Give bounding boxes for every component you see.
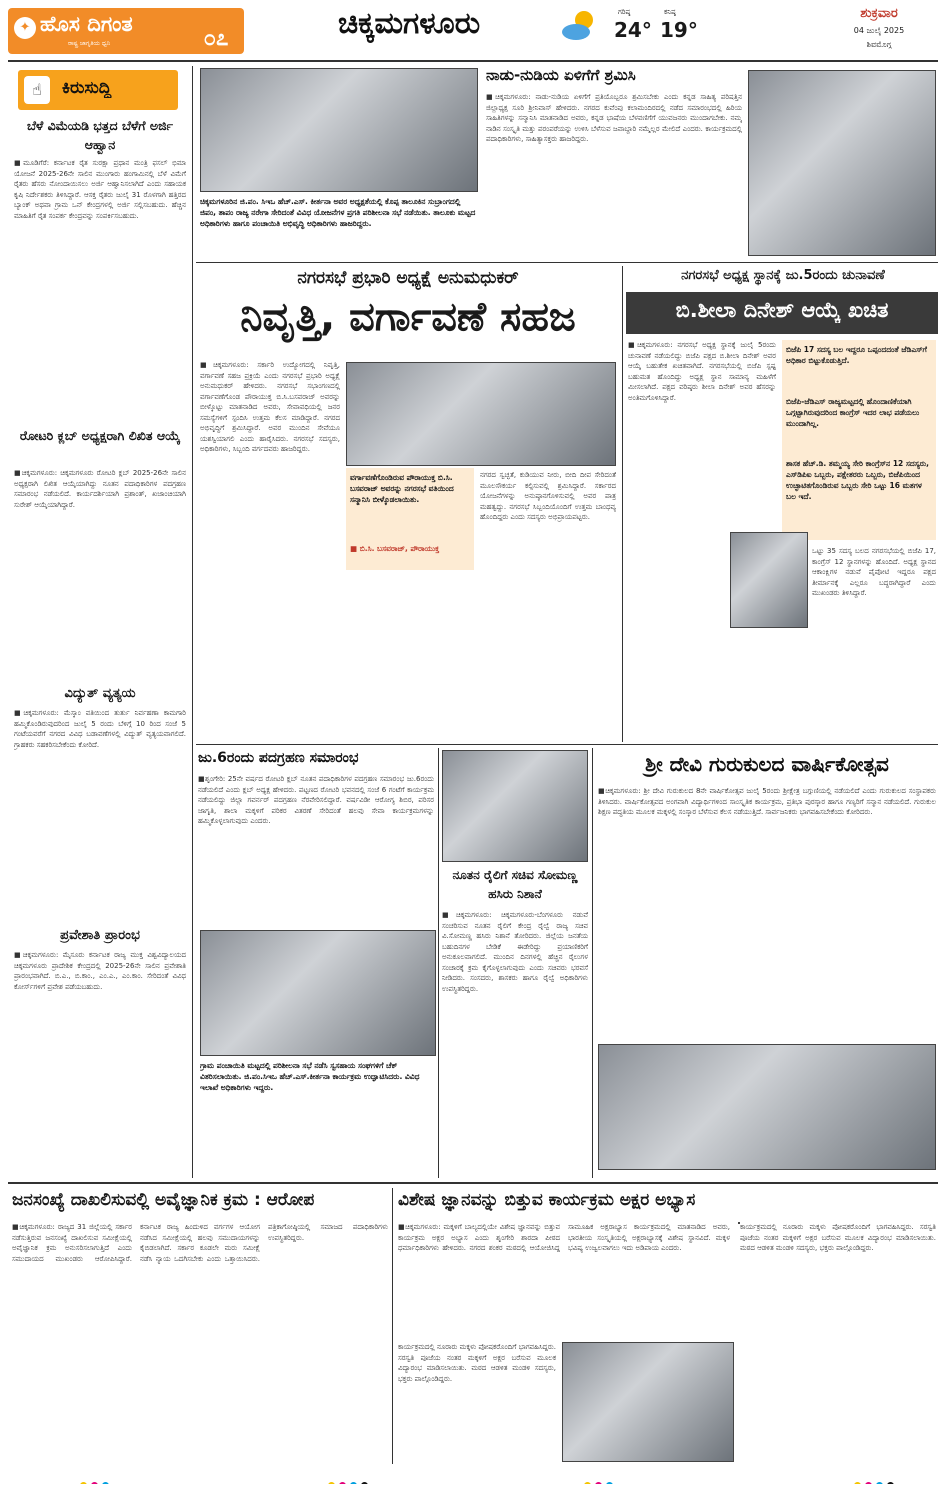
- install-photo-caption: ಗ್ರಾಮ ಪಂಚಾಯಿತಿ ಮಟ್ಟದಲ್ಲಿ ಪರಿಶೀಲನಾ ಸಭೆ ನಡೆಸಿ ಸ್ವಸಹಾಯ ಸಂಘಗಳಿಗೆ ಚೆಕ್ ವಿತರಿಸಲಾಯಿತು. ಜಿ.ಪಂ.ಸಿಇಒ ಹೆಚ್.ಎಸ್.ಕೀರ್ತನಾ ಕಾರ್ಯಕ್ರಮ ಉದ್ಘಾಟಿಸಿದರು. ವಿವಿಧ ಇಲಾಖೆ ಅಧಿಕಾರಿಗಳು ಇದ್ದರು.: [200, 1061, 420, 1092]
- election-bullet-3: ಶಾಸಕ ಹೆಚ್.ಡಿ. ತಮ್ಮಯ್ಯ ಸೇರಿ ಕಾಂಗ್ರೆಸ್‌ನ 12 ಸದಸ್ಯರು, ಎಸ್‌ಡಿಪಿಐ ಒಬ್ಬರು, ಪಕ್ಷೇತರರು ಒಬ್ಬರು, ಬಿಜೆಪಿಯಿಂದ ಉಚ್ಛಾಟಿತಗೊಂಡಿರುವ ಒಬ್ಬರು ಸೇರಿ ಒಟ್ಟು 16 ಮತಗಳ ಬಲ ಇದೆ.: [786, 459, 929, 501]
- masthead-rule: [8, 60, 938, 62]
- brand-block: [8, 8, 244, 54]
- election-body-1: ■ಚಿಕ್ಕಮಗಳೂರು: ನಗರಸಭೆ ಅಧ್ಯಕ್ಷ ಸ್ಥಾನಕ್ಕೆ ಜುಲೈ 5ರಂದು ಚುನಾವಣೆ ನಡೆಯಲಿದ್ದು ಬಿಜೆಪಿ ಪಕ್ಷದ ಬಿ.ಶೀಲಾ ದಿನೇಶ್ ಅವರ ಆಯ್ಕೆ ಬಹುತೇಕ ಖಚಿತವಾಗಿದೆ. ನಗರಸಭೆಯಲ್ಲಿ ಬಿಜೆಪಿ ಸ್ಪಷ್ಟ ಬಹುಮತ ಹೊಂದಿದ್ದು ಅಧ್ಯಕ್ಷ ಸ್ಥಾನ ಸಾಮಾನ್ಯ ಮಹಿಳೆಗೆ ಮೀಸಲಾಗಿದೆ. ಪಕ್ಷದ ವರಿಷ್ಠರು ಶೀಲಾ ದಿನೇಶ್ ಅವರ ಹೆಸರನ್ನು ಅಂತಿಮಗೊಳಿಸಿದ್ದಾರೆ.: [628, 341, 776, 402]
- dot-magenta: [865, 1482, 872, 1484]
- nadu-body: ■ಚಿಕ್ಕಮಗಳೂರು: ನಾಡು-ನುಡಿಯ ಏಳಿಗೆಗೆ ಪ್ರತಿಯೊಬ್ಬರೂ ಶ್ರಮಿಸಬೇಕು ಎಂದು ಕನ್ನಡ ಸಾಹಿತ್ಯ ಪರಿಷತ್ತಿನ ಜಿಲ್ಲಾಧ್ಯಕ್ಷ ಸೂರಿ ಶ್ರೀನಿವಾಸ್ ಹೇಳಿದರು. ನಗರದ ಕುವೆಂಪು ಕಲಾಮಂದಿರದಲ್ಲಿ ನಡೆದ ಸಮಾರಂಭದಲ್ಲಿ ಹಿರಿಯ ಸಾಹಿತಿಗಳನ್ನು ಸನ್ಮಾನಿಸಿ ಮಾತನಾಡಿದ ಅವರು, ಕನ್ನಡ ಭಾಷೆಯ ಬೆಳವಣಿಗೆಗೆ ಯುವಜನರು ಮುಂದಾಗಬೇಕು. ನಮ್ಮ ನಾಡಿನ ಸಂಸ್ಕೃತಿ ಮತ್ತು ಪರಂಪರೆಯನ್ನು ಉಳಿಸಿ ಬೆಳೆಸುವ ಜವಾಬ್ದಾರಿ ನಮ್ಮೆಲ್ಲರ ಮೇಲಿದೆ ಎಂದರು. ಕಾರ್ಯಕ್ರಮದಲ್ಲಿ ಪದಾಧಿಕಾರಿಗಳು, ಸಾಹಿತ್ಯಾಸಕ್ತರು ಹಾಜರಿದ್ದರು.: [486, 93, 742, 143]
- election-bullet-1: ಬಿಜೆಪಿ 17 ಸದಸ್ಯ ಬಲ ಇದ್ದರೂ ಒಪ್ಪಂದದಂತೆ ಜೆಡಿಎಸ್‌ಗೆ ಅಧಿಕಾರ ಬಿಟ್ಟುಕೊಡುತ್ತಿದೆ.: [786, 345, 927, 365]
- row3-rule: [8, 1182, 938, 1184]
- election-headline: ಬಿ.ಶೀಲಾ ದಿನೇಶ್ ಆಯ್ಕೆ ಖಚಿತ: [675, 298, 889, 322]
- gurukula-headline: ಶ್ರೀ ದೇವಿ ಗುರುಕುಲದ ವಾರ್ಷಿಕೋತ್ಸವ: [645, 752, 889, 776]
- census-divider: [392, 1188, 393, 1464]
- dot-magenta: [595, 1482, 602, 1484]
- dot-magenta: [91, 1482, 98, 1484]
- dot-yellow: [854, 1482, 861, 1484]
- rail-headline: ನೂತನ ರೈಲಿಗೆ ಸಚಿವ ಸೋಮಣ್ಣ ಹಸಿರು ನಿಶಾನೆ: [452, 868, 578, 901]
- col1-divider: [192, 66, 193, 1178]
- dot-cyan: [102, 1482, 109, 1484]
- kiru-suddi-label: ಕಿರುಸುದ್ದಿ: [62, 78, 112, 98]
- row1-rule: [196, 262, 938, 263]
- nadu-photo: [748, 70, 936, 256]
- masthead: [0, 0, 945, 60]
- election-bullet-2: ಬಿಜೆಪಿ-ಜೆಡಿಎಸ್ ರಾಜ್ಯಮಟ್ಟದಲ್ಲಿ ಹೊಂದಾಣಿಕೆಯಾಗಿ ಒಗ್ಗಟ್ಟಾಗಿರುವುದರಿಂದ ಕಾಂಗ್ರೆಸ್ ಇದರ ಲಾಭ ಪಡೆಯಲು ಮುಂದಾಗಿಲ್ಲ.: [786, 397, 920, 428]
- install-photo: [200, 930, 436, 1056]
- rail-photo: [442, 750, 588, 862]
- akshara-body-3: ಕಾರ್ಯಕ್ರಮದಲ್ಲಿ ನೂರಾರು ಮಕ್ಕಳು ಪೋಷಕರೊಂದಿಗೆ ಭಾಗವಹಿಸಿದ್ದರು. ಸರಸ್ವತಿ ಪೂಜೆಯ ನಂತರ ಮಕ್ಕಳಿಗೆ ಅಕ್ಷರ ಬರೆಸುವ ಮೂಲಕ ವಿದ್ಯಾರಂಭ ಮಾಡಿಸಲಾಯಿತು. ಮಠದ ಆಡಳಿತ ಮಂಡಳಿ ಸದಸ್ಯರು, ಭಕ್ತರು ಪಾಲ್ಗೊಂಡಿದ್ದರು.: [740, 1223, 936, 1252]
- election-body-2: ಒಟ್ಟು 35 ಸದಸ್ಯ ಬಲದ ನಗರಸಭೆಯಲ್ಲಿ ಬಿಜೆಪಿ 17, ಕಾಂಗ್ರೆಸ್ 12 ಸ್ಥಾನಗಳನ್ನು ಹೊಂದಿದೆ. ಅಧ್ಯಕ್ಷ ಸ್ಥಾನದ ಆಕಾಂಕ್ಷಿಗಳ ನಡುವೆ ಪೈಪೋಟಿ ಇದ್ದರೂ ಪಕ್ಷದ ತೀರ್ಮಾನಕ್ಕೆ ಎಲ್ಲರೂ ಬದ್ಧರಾಗಿದ್ದಾರೆ ಎಂದು ಮುಖಂಡರು ತಿಳಿಸಿದ್ದಾರೆ.: [812, 547, 936, 597]
- weather-icon: [560, 8, 600, 42]
- akshara-body-1: ■ಚಿಕ್ಕಮಗಳೂರು: ಮಕ್ಕಳಿಗೆ ಬಾಲ್ಯದಲ್ಲಿಯೇ ವಿಶೇಷ ಜ್ಞಾನವನ್ನು ಬಿತ್ತುವ ಕಾರ್ಯಕ್ರಮ ಅಕ್ಷರ ಅಭ್ಯಾಸ ಎಂದು ಶೃಂಗೇರಿ ಶಾರದಾ ಪೀಠದ ಧರ್ಮಾಧಿಕಾರಿಗಳು ಹೇಳಿದರು. ನಗರದ ಶಂಕರ ಮಠದಲ್ಲಿ ಆಯೋಜಿಸಿದ್ದ ಸಾಮೂಹಿಕ ಅಕ್ಷರಾಭ್ಯಾಸ ಕಾರ್ಯಕ್ರಮದಲ್ಲಿ ಮಾತನಾಡಿದ ಅವರು, ಭಾರತೀಯ ಸಂಸ್ಕೃತಿಯಲ್ಲಿ ಅಕ್ಷರಾಭ್ಯಾಸಕ್ಕೆ ವಿಶೇಷ ಸ್ಥಾನವಿದೆ. ಮಕ್ಕಳ ಭವಿಷ್ಯ ಉಜ್ವಲವಾಗಲು ಇದು ಅಡಿಪಾಯ ಎಂದರು.: [398, 1223, 730, 1252]
- rail-divider: [592, 748, 593, 1178]
- max-temp: 24°: [614, 18, 652, 42]
- review-meeting-photo: [200, 68, 478, 192]
- main-body-2: ನಗರದ ಸ್ವಚ್ಛತೆ, ಕುಡಿಯುವ ನೀರು, ಬೀದಿ ದೀಪ ಸೇರಿದಂತೆ ಮೂಲಸೌಕರ್ಯ ಕಲ್ಪಿಸುವಲ್ಲಿ ಶ್ರಮಿಸಿದ್ದಾರೆ. ಸರ್ಕಾರದ ಯೋಜನೆಗಳನ್ನು ಅನುಷ್ಠಾನಗೊಳಿಸುವಲ್ಲಿ ಅವರ ಪಾತ್ರ ಮಹತ್ವದ್ದು. ನಗರಸಭೆ ಸಿಬ್ಬಂದಿಯೊಂದಿಗೆ ಉತ್ತಮ ಬಾಂಧವ್ಯ ಹೊಂದಿದ್ದರು ಎಂದು ಸದಸ್ಯರು ಅಭಿಪ್ರಾಯಪಟ್ಟರು.: [480, 471, 616, 521]
- col1-body-2: ■ಚಿಕ್ಕಮಗಳೂರು: ಚಿಕ್ಕಮಗಳೂರು ರೋಟರಿ ಕ್ಲಬ್ 2025-26ನೇ ಸಾಲಿನ ಅಧ್ಯಕ್ಷರಾಗಿ ಲಿಖಿತ ಆಯ್ಕೆಯಾಗಿದ್ದು ನೂತನ ಪದಾಧಿಕಾರಿಗಳ ಪದಗ್ರಹಣ ಸಮಾರಂಭ ನಡೆಯಲಿದೆ. ಕಾರ್ಯದರ್ಶಿಯಾಗಿ ಪ್ರಶಾಂತ್, ಖಜಾಂಚಿಯಾಗಿ ಸುರೇಶ್ ಆಯ್ಕೆಯಾಗಿದ್ದಾರೆ.: [14, 469, 186, 509]
- census-body: ■ಚಿಕ್ಕಮಗಳೂರು: ರಾಜ್ಯದ 31 ಜಿಲ್ಲೆಯಲ್ಲಿ ಸರ್ಕಾರ ನಡೆಸುತ್ತಿರುವ ಜನಸಂಖ್ಯೆ ದಾಖಲಿಸುವ ಸಮೀಕ್ಷೆಯಲ್ಲಿ ಅವೈಜ್ಞಾನಿಕ ಕ್ರಮ ಅನುಸರಿಸಲಾಗುತ್ತಿದೆ ಎಂದು ಸಮುದಾಯದ ಮುಖಂಡರು ಆರೋಪಿಸಿದ್ದಾರೆ. ಕರ್ನಾಟಕ ರಾಜ್ಯ ಹಿಂದುಳಿದ ವರ್ಗಗಳ ಆಯೋಗ ನಡೆಸಿದ ಸಮೀಕ್ಷೆಯಲ್ಲಿ ಹಲವು ಸಮುದಾಯಗಳನ್ನು ಕೈಬಿಡಲಾಗಿದೆ. ಸರ್ಕಾರ ಕೂಡಲೇ ಮರು ಸಮೀಕ್ಷೆ ನಡೆಸಿ ನ್ಯಾಯ ಒದಗಿಸಬೇಕು ಎಂದು ಒತ್ತಾಯಿಸಿದರು. ಪತ್ರಿಕಾಗೋಷ್ಠಿಯಲ್ಲಿ ಸಮಾಜದ ಪದಾಧಿಕಾರಿಗಳು ಉಪಸ್ಥಿತರಿದ್ದರು.: [12, 1223, 388, 1263]
- dot-cyan: [350, 1482, 357, 1484]
- brand-tagline: ರಾಷ್ಟ್ರ ಜಾಗೃತಿಯ ಧ್ವನಿ: [68, 40, 111, 47]
- gurukula-photo: [598, 1044, 936, 1170]
- footer-color-dots-left: [78, 1474, 128, 1484]
- akshara-body-2: ಕಾರ್ಯಕ್ರಮದಲ್ಲಿ ನೂರಾರು ಮಕ್ಕಳು ಪೋಷಕರೊಂದಿಗೆ ಭಾಗವಹಿಸಿದ್ದರು. ಸರಸ್ವತಿ ಪೂಜೆಯ ನಂತರ ಮಕ್ಕಳಿಗೆ ಅಕ್ಷರ ಬರೆಸುವ ಮೂಲಕ ವಿದ್ಯಾರಂಭ ಮಾಡಿಸಲಾಯಿತು. ಮಠದ ಆಡಳಿತ ಮಂಡಳಿ ಸದಸ್ಯರು, ಭಕ್ತರು ಪಾಲ್ಗೊಂಡಿದ್ದರು.: [398, 1343, 556, 1383]
- akshara-photo: [562, 1342, 734, 1462]
- col1-headline-4: ಪ್ರವೇಶಾತಿ ಪ್ರಾರಂಭ: [60, 928, 140, 943]
- issue-date: 04 ಜುಲೈ 2025: [853, 26, 905, 35]
- gurukula-body: ■ಚಿಕ್ಕಮಗಳೂರು: ಶ್ರೀ ದೇವಿ ಗುರುಕುಲದ 8ನೇ ವಾರ್ಷಿಕೋತ್ಸವ ಜುಲೈ 5ರಂದು ಶ್ರೀಕ್ಷೇತ್ರ ಬಗ್ಗುಣಿಯಲ್ಲಿ ನಡೆಯಲಿದೆ ಎಂದು ಗುರುಕುಲದ ಸಂಸ್ಥಾಪಕರು ತಿಳಿಸಿದರು. ವಾರ್ಷಿಕೋತ್ಸವದ ಅಂಗವಾಗಿ ವಿದ್ಯಾರ್ಥಿಗಳಿಂದ ಸಾಂಸ್ಕೃತಿಕ ಕಾರ್ಯಕ್ರಮ, ಪ್ರತಿಭಾ ಪುರಸ್ಕಾರ ಹಾಗೂ ಗಣ್ಯರಿಗೆ ಸನ್ಮಾನ ನಡೆಯಲಿದೆ. ಗುರುಕುಲ ಶಿಕ್ಷಣ ಪದ್ಧತಿಯ ಮೂಲಕ ಮಕ್ಕಳಲ್ಲಿ ಸಂಸ್ಕಾರ ಬೆಳೆಸುವ ಕೆಲಸ ನಡೆಯುತ್ತಿದೆ. ಸಾರ್ವಜನಿಕರು ಭಾಗವಹಿಸಬೇಕೆಂದು ಕೋರಿದರು.: [598, 787, 936, 816]
- city-name: ಚಿಕ್ಕಮಗಳೂರು: [338, 6, 481, 41]
- col1-headline-1: ಬೆಳೆ ವಿಮೆಯಡಿ ಭತ್ತದ ಬೆಳೆಗೆ ಅರ್ಜಿ ಆಹ್ವಾನ: [26, 118, 174, 152]
- rail-body: ■ಚಿಕ್ಕಮಗಳೂರು: ಚಿಕ್ಕಮಗಳೂರು-ಬೆಂಗಳೂರು ನಡುವೆ ಸಂಚರಿಸುವ ನೂತನ ರೈಲಿಗೆ ಕೇಂದ್ರ ರೈಲ್ವೆ ರಾಜ್ಯ ಸಚಿವ ವಿ.ಸೋಮಣ್ಣ ಹಸಿರು ನಿಶಾನೆ ತೋರಿದರು. ಜಿಲ್ಲೆಯ ಜನತೆಯ ಬಹುದಿನಗಳ ಬೇಡಿಕೆ ಈಡೇರಿದ್ದು ಪ್ರಯಾಣಿಕರಿಗೆ ಅನುಕೂಲವಾಗಲಿದೆ. ಮುಂದಿನ ದಿನಗಳಲ್ಲಿ ಹೆಚ್ಚಿನ ರೈಲುಗಳ ಸಂಚಾರಕ್ಕೆ ಕ್ರಮ ಕೈಗೊಳ್ಳಲಾಗುವುದು ಎಂದು ಸಚಿವರು ಭರವಸೆ ನೀಡಿದರು. ಸಂಸದರು, ಶಾಸಕರು ಹಾಗೂ ರೈಲ್ವೆ ಅಧಿಕಾರಿಗಳು ಉಪಸ್ಥಿತರಿದ್ದರು.: [442, 911, 588, 993]
- hand-icon: ☝: [24, 76, 50, 104]
- brand-name: ಹೊಸ ದಿಗಂತ: [40, 12, 133, 36]
- dot-yellow: [328, 1482, 335, 1484]
- main-photo: [346, 362, 616, 466]
- main-headline: ನಿವೃತ್ತಿ, ವರ್ಗಾವಣೆ ಸಹಜ: [240, 294, 576, 340]
- census-headline: ಜನಸಂಖ್ಯೆ ದಾಖಲಿಸುವಲ್ಲಿ ಅವೈಜ್ಞಾನಿಕ ಕ್ರಮ : ಆರೋಪ: [12, 1190, 315, 1210]
- row2-rule: [196, 744, 938, 745]
- footer-color-dots-right: [852, 1474, 912, 1484]
- main-photo-caption-box: [346, 468, 474, 570]
- install-divider: [438, 748, 439, 1178]
- install-body: ■ಶೃಂಗೇರಿ: 25ನೇ ವರ್ಷದ ರೋಟರಿ ಕ್ಲಬ್ ನೂತನ ಪದಾಧಿಕಾರಿಗಳ ಪದಗ್ರಹಣ ಸಮಾರಂಭ ಜು.6ರಂದು ನಡೆಯಲಿದೆ ಎಂದು ಕ್ಲಬ್ ಅಧ್ಯಕ್ಷ ಹೇಳಿದರು. ಪಟ್ಟಣದ ರೋಟರಿ ಭವನದಲ್ಲಿ ಸಂಜೆ 6 ಗಂಟೆಗೆ ಕಾರ್ಯಕ್ರಮ ನಡೆಯಲಿದ್ದು ಜಿಲ್ಲಾ ಗವರ್ನರ್ ಪದಗ್ರಹಣ ನೆರವೇರಿಸಲಿದ್ದಾರೆ. ವರ್ಷವಿಡೀ ಆರೋಗ್ಯ ಶಿಬಿರ, ಪರಿಸರ ಜಾಗೃತಿ, ಶಾಲಾ ಮಕ್ಕಳಿಗೆ ಪರಿಕರ ವಿತರಣೆ ಸೇರಿದಂತೆ ಹಲವು ಸೇವಾ ಕಾರ್ಯಕ್ರಮಗಳನ್ನು ಹಮ್ಮಿಕೊಳ್ಳಲಾಗುವುದು ಎಂದರು.: [198, 775, 434, 825]
- dot-cyan: [606, 1482, 613, 1484]
- max-temp-label: ಗರಿಷ್ಠ: [618, 8, 631, 16]
- page-number: ೦೭: [203, 26, 229, 51]
- dot-cyan: [876, 1482, 883, 1484]
- election-headline-bar: [626, 292, 938, 334]
- dot-yellow: [584, 1482, 591, 1484]
- col1-body-4: ■ಚಿಕ್ಕಮಗಳೂರು: ಮೈಸೂರು ಕರ್ನಾಟಕ ರಾಜ್ಯ ಮುಕ್ತ ವಿಶ್ವವಿದ್ಯಾಲಯದ ಚಿಕ್ಕಮಗಳೂರು ಪ್ರಾದೇಶಿಕ ಕೇಂದ್ರದಲ್ಲಿ 2025-26ನೇ ಸಾಲಿನ ಪ್ರವೇಶಾತಿ ಪ್ರಾರಂಭವಾಗಿದೆ. ಬಿ.ಎ., ಬಿ.ಕಾಂ., ಎಂ.ಎ., ಎಂ.ಕಾಂ. ಸೇರಿದಂತೆ ವಿವಿಧ ಕೋರ್ಸ್‌ಗಳಿಗೆ ಪ್ರವೇಶ ಪಡೆಯಬಹುದು.: [14, 951, 186, 991]
- footer-color-dots-center: [326, 1474, 386, 1484]
- install-headline: ಜು.6ರಂದು ಪದಗ್ರಹಣ ಸಮಾರಂಭ: [198, 750, 359, 766]
- footer-color-dots-mid: [582, 1474, 642, 1484]
- col1-body-1: ■ಮೂಡಿಗೆರೆ: ಕರ್ನಾಟಕ ರೈತ ಸುರಕ್ಷಾ ಪ್ರಧಾನ ಮಂತ್ರಿ ಫಸಲ್ ಭಿಮಾ ಯೋಜನೆ 2025-26ನೇ ಸಾಲಿನ ಮುಂಗಾರು ಹಂಗಾಮಿನಲ್ಲಿ ಬೆಳೆ ವಿಮೆಗೆ ರೈತರು ಹೆಸರು ನೋಂದಾಯಿಸಲು ಅರ್ಜಿ ಆಹ್ವಾನಿಸಲಾಗಿದೆ ಎಂದು ಸಹಾಯಕ ಕೃಷಿ ನಿರ್ದೇಶಕರು ತಿಳಿಸಿದ್ದಾರೆ. ಆಸಕ್ತ ರೈತರು ಜುಲೈ 31 ರೊಳಗಾಗಿ ಹತ್ತಿರದ ಬ್ಯಾಂಕ್ ಅಥವಾ ಗ್ರಾಮ ಒನ್ ಕೇಂದ್ರಗಳಲ್ಲಿ ಅರ್ಜಿ ಸಲ್ಲಿಸಬಹುದು. ಹೆಚ್ಚಿನ ಮಾಹಿತಿಗೆ ರೈತ ಸಂಪರ್ಕ ಕೇಂದ್ರವನ್ನು ಸಂಪರ್ಕಿಸಬಹುದು.: [14, 159, 186, 220]
- dot-black: [887, 1482, 894, 1484]
- election-bullets: [782, 340, 936, 540]
- review-meeting-caption: ಚಿಕ್ಕಮಗಳೂರಿನ ಜಿ.ಪಂ. ಸಿಇಒ ಹೆಚ್.ಎಸ್. ಕೀರ್ತನಾ ಅವರ ಅಧ್ಯಕ್ಷತೆಯಲ್ಲಿ ಕೊಪ್ಪ ತಾಲೂಕಿನ ಸುಬ್ರಾಂಗದಲ್ಲಿ ಜಿಪಂ, ತಾಪಂ ರಾಜ್ಯ ನರೇಗಾ ಸೇರಿದಂತೆ ವಿವಿಧ ಯೋಜನೆಗಳ ಪ್ರಗತಿ ಪರಿಶೀಲನಾ ಸಭೆ ನಡೆಯಿತು. ತಾಲೂಕು ಮಟ್ಟದ ಅಧಿಕಾರಿಗಳು ಹಾಗೂ ಪಂಚಾಯಿತಿ ಅಭಿವೃದ್ಧಿ ಅಧಿಕಾರಿಗಳು ಹಾಜರಿದ್ದರು.: [200, 197, 476, 228]
- min-temp: 19°: [660, 18, 698, 42]
- nadu-headline: ನಾಡು-ನುಡಿಯ ಏಳಿಗೆಗೆ ಶ್ರಮಿಸಿ: [486, 66, 636, 84]
- election-kicker: ನಗರಸಭೆ ಅಧ್ಯಕ್ಷ ಸ್ಥಾನಕ್ಕೆ ಜು.5ರಂದು ಚುನಾವಣೆ: [681, 268, 885, 283]
- brand-logo-icon: ✦: [14, 17, 36, 39]
- main-right-divider: [622, 266, 623, 742]
- main-body-1: ■ಚಿಕ್ಕಮಗಳೂರು: ಸರ್ಕಾರಿ ಉದ್ಯೋಗದಲ್ಲಿ ನಿವೃತ್ತಿ, ವರ್ಗಾವಣೆ ಸಹಜ ಪ್ರಕ್ರಿಯೆ ಎಂದು ನಗರಸಭೆ ಪ್ರಭಾರಿ ಅಧ್ಯಕ್ಷೆ ಅನುಮಧುಕರ್ ಹೇಳಿದರು. ನಗರಸಭೆ ಸಭಾಂಗಣದಲ್ಲಿ ವರ್ಗಾವಣೆಗೊಂಡ ಪೌರಾಯುಕ್ತ ಬಿ.ಸಿ.ಬಸವರಾಜ್ ಅವರನ್ನು ಬೀಳ್ಕೊಟ್ಟು ಮಾತನಾಡಿದ ಅವರು, ಸೇವಾವಧಿಯಲ್ಲಿ ಜನರ ಸಮಸ್ಯೆಗಳಿಗೆ ಸ್ಪಂದಿಸಿ ಉತ್ತಮ ಕೆಲಸ ಮಾಡಿದ್ದಾರೆ. ನಗರದ ಅಭಿವೃದ್ಧಿಗೆ ಶ್ರಮಿಸಿದ್ದಾರೆ. ಅವರ ಮುಂದಿನ ಸೇವೆಯೂ ಯಶಸ್ವಿಯಾಗಲಿ ಎಂದು ಹಾರೈಸಿದರು. ನಗರಸಭೆ ಸದಸ್ಯರು, ಅಧಿಕಾರಿಗಳು, ಸಿಬ್ಬಂದಿ ವರ್ಗದವರು ಹಾಜರಿದ್ದರು.: [200, 361, 340, 453]
- akshara-headline: ವಿಶೇಷ ಜ್ಞಾನವನ್ನು ಬಿತ್ತುವ ಕಾರ್ಯಕ್ರಮ ಅಕ್ಷರ ಅಭ್ಯಾಸ: [398, 1190, 696, 1210]
- weekday: ಶುಕ್ರವಾರ: [860, 6, 898, 21]
- main-photo-caption: ವರ್ಗಾವಣೆಗೊಂಡಿರುವ ಪೌರಾಯುಕ್ತ ಬಿ.ಸಿ. ಬಸವರಾಜ್ ಅವರನ್ನು ನಗರಸಭೆ ವತಿಯಿಂದ ಸನ್ಮಾನಿಸಿ ಬೀಳ್ಕೊಡಲಾಯಿತು.: [350, 473, 454, 504]
- min-temp-label: ಕನಿಷ್ಠ: [664, 8, 676, 16]
- kiru-suddi-badge: [18, 70, 178, 110]
- dot-magenta: [339, 1482, 346, 1484]
- col1-headline-3: ವಿದ್ಯುತ್ ವ್ಯತ್ಯಯ: [64, 686, 136, 701]
- main-byline: ■ ಬಿ.ಸಿ. ಬಸವರಾಜ್, ಪೌರಾಯುಕ್ತ: [350, 544, 440, 553]
- edition: ಶಿವಮೊಗ್ಗ: [866, 40, 892, 49]
- dot-black: [361, 1482, 368, 1484]
- main-kicker: ನಗರಸಭೆ ಪ್ರಭಾರಿ ಅಧ್ಯಕ್ಷೆ ಅನುಮಧುಕರ್: [297, 268, 519, 288]
- col1-headline-2: ರೋಟರಿ ಕ್ಲಬ್ ಅಧ್ಯಕ್ಷರಾಗಿ ಲಿಖಿತ ಆಯ್ಕೆ: [19, 428, 181, 443]
- sheela-dinesh-photo: [730, 532, 808, 628]
- dot-yellow: [80, 1482, 87, 1484]
- col1-body-3: ■ಚಿಕ್ಕಮಗಳೂರು: ಮೆಸ್ಕಾಂ ವತಿಯಿಂದ ತುರ್ತು ನಿರ್ವಹಣಾ ಕಾಮಗಾರಿ ಹಮ್ಮಿಕೊಂಡಿರುವುದರಿಂದ ಜುಲೈ 5 ರಂದು ಬೆಳಿಗ್ಗೆ 10 ರಿಂದ ಸಂಜೆ 5 ಗಂಟೆಯವರೆಗೆ ನಗರದ ವಿವಿಧ ಬಡಾವಣೆಗಳಲ್ಲಿ ವಿದ್ಯುತ್ ವ್ಯತ್ಯಯವಾಗಲಿದೆ. ಗ್ರಾಹಕರು ಸಹಕರಿಸಬೇಕೆಂದು ಕೋರಿದೆ.: [14, 709, 186, 749]
